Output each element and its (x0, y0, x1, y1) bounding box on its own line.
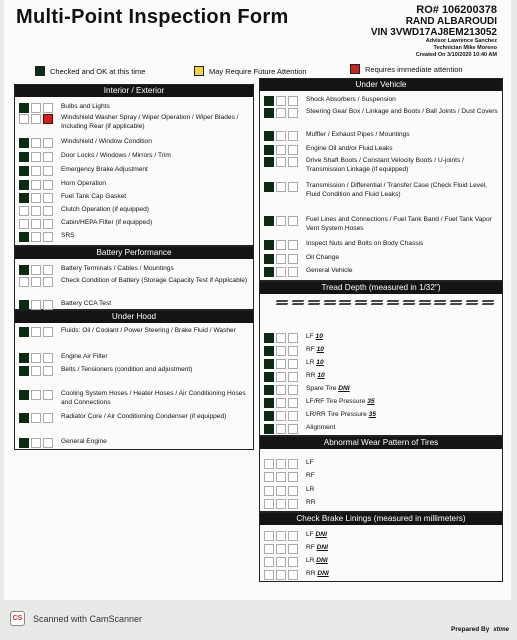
immediate-checkbox[interactable] (288, 472, 298, 482)
check-row (260, 239, 502, 250)
ok-checkbox[interactable] (264, 254, 274, 264)
immediate-checkbox[interactable] (288, 131, 298, 141)
ok-checkbox[interactable] (19, 353, 29, 363)
repair-order-number: RO# 106200378 (416, 4, 497, 16)
legend-future (194, 66, 307, 76)
ok-checkbox[interactable] (264, 216, 274, 226)
future-checkbox[interactable] (31, 232, 41, 242)
immediate-checkbox[interactable] (43, 232, 53, 242)
future-checkbox[interactable] (276, 254, 286, 264)
prepared-by (451, 626, 509, 633)
tread-value: 10 (316, 359, 324, 366)
ok-checkbox[interactable] (264, 131, 274, 141)
check-row (260, 156, 502, 174)
ok-checkbox[interactable] (264, 333, 274, 343)
ok-checkbox[interactable] (19, 300, 29, 310)
check-row (260, 556, 502, 567)
immediate-checkbox[interactable] (288, 372, 298, 382)
future-checkbox[interactable] (276, 499, 286, 509)
item-label: Engine Air Filter (61, 353, 108, 360)
immediate-checkbox[interactable] (288, 240, 298, 250)
item-label: Horn Operation (61, 180, 107, 187)
ok-checkbox[interactable] (19, 232, 29, 242)
pressure-value: 35 (367, 398, 375, 405)
check-row (260, 569, 502, 580)
wheel-position: LR (306, 557, 315, 564)
item-label: Radiator Core / Air Conditioning Condenser (if equipped) (61, 413, 227, 420)
future-checkbox[interactable] (276, 398, 286, 408)
item-label: Muffler / Exhaust Pipes / Mountings (306, 131, 410, 138)
check-row (15, 113, 253, 131)
section-title: Under Hood (15, 311, 253, 323)
future-checkbox[interactable] (31, 390, 41, 400)
ok-checkbox[interactable] (264, 96, 274, 106)
immediate-checkbox[interactable] (43, 166, 53, 176)
future-checkbox[interactable] (31, 300, 41, 310)
future-checkbox[interactable] (31, 327, 41, 337)
check-row (15, 151, 253, 162)
section-title: Under Vehicle (260, 79, 502, 91)
item-label: Fuel Lines and Connections / Fuel Tank Band / Fuel Tank Vapor Vent System Hoses (306, 216, 492, 232)
tire-position: RF (306, 472, 315, 479)
ok-checkbox[interactable] (264, 472, 274, 482)
ok-checkbox[interactable] (19, 180, 29, 190)
ok-checkbox[interactable] (264, 108, 274, 118)
ok-checkbox[interactable] (19, 390, 29, 400)
tire-tread-icon (276, 297, 494, 307)
immediate-checkbox[interactable] (288, 333, 298, 343)
check-row (260, 371, 502, 382)
check-row (260, 397, 502, 408)
legend-future-label: May Require Future Attention (209, 66, 307, 76)
ok-checkbox[interactable] (19, 265, 29, 275)
future-checkbox[interactable] (276, 131, 286, 141)
future-checkbox[interactable] (31, 166, 41, 176)
check-row (15, 264, 253, 275)
immediate-checkbox[interactable] (43, 413, 53, 423)
immediate-checkbox[interactable] (288, 359, 298, 369)
ok-checkbox[interactable] (264, 346, 274, 356)
ok-checkbox[interactable] (264, 570, 274, 580)
brake-value: DNI (316, 544, 328, 551)
item-label: Cooling System Hoses / Heater Hoses / Air Conditioning Hoses and Connections (61, 390, 246, 406)
technician-name: Technician Mike Moreno (433, 45, 497, 51)
tread-row-label (306, 358, 502, 367)
immediate-checkbox[interactable] (43, 114, 53, 124)
future-checkbox[interactable] (276, 240, 286, 250)
tire-position: LR (306, 486, 315, 493)
check-row (260, 471, 502, 482)
future-checkbox[interactable] (31, 353, 41, 363)
ok-checkbox[interactable] (264, 459, 274, 469)
form-title: Multi-Point Inspection Form (16, 6, 289, 28)
immediate-checkbox[interactable] (43, 152, 53, 162)
immediate-checkbox[interactable] (43, 277, 53, 287)
immediate-checkbox[interactable] (288, 557, 298, 567)
tread-row-label (306, 345, 502, 354)
wheel-position: LF (306, 531, 314, 538)
ok-checkbox[interactable] (264, 267, 274, 277)
check-row (15, 102, 253, 113)
future-checkbox[interactable] (276, 486, 286, 496)
check-row (260, 423, 502, 434)
tread-value: 10 (317, 372, 325, 379)
check-row (260, 358, 502, 369)
ok-checkbox[interactable] (264, 240, 274, 250)
immediate-checkbox[interactable] (288, 182, 298, 192)
brake-row-label (306, 569, 502, 578)
ok-checkbox[interactable] (264, 557, 274, 567)
scanner-text: Scanned with CamScanner (33, 613, 143, 624)
check-row (15, 437, 253, 448)
future-checkbox[interactable] (276, 157, 286, 167)
camscanner-logo-icon: CS (10, 611, 25, 626)
wheel-position: RF (306, 544, 315, 551)
check-row (15, 231, 253, 242)
pressure-label: LR/RR Tire Pressure (306, 411, 367, 418)
future-checkbox[interactable] (31, 152, 41, 162)
legend-immediate (350, 64, 463, 74)
ok-checkbox[interactable] (19, 166, 29, 176)
immediate-checkbox[interactable] (288, 398, 298, 408)
future-checkbox[interactable] (31, 180, 41, 190)
item-label: Cabin/HEPA Filter (if equipped) (61, 219, 153, 226)
ok-checkbox[interactable] (19, 206, 29, 216)
ok-checkbox[interactable] (19, 366, 29, 376)
ok-checkbox[interactable] (19, 114, 29, 124)
under-vehicle-section (259, 78, 503, 281)
tread-value: 10 (316, 346, 324, 353)
check-row (260, 384, 502, 395)
future-checkbox[interactable] (276, 472, 286, 482)
future-swatch-icon (194, 66, 204, 76)
item-label: Door Locks / Windows / Mirrors / Trim (61, 152, 171, 159)
immediate-checkbox[interactable] (288, 216, 298, 226)
ok-checkbox[interactable] (19, 138, 29, 148)
future-checkbox[interactable] (276, 411, 286, 421)
immediate-checkbox[interactable] (43, 300, 53, 310)
immediate-checkbox[interactable] (43, 438, 53, 448)
immediate-checkbox[interactable] (43, 353, 53, 363)
ok-checkbox[interactable] (264, 499, 274, 509)
interior-section (14, 84, 254, 246)
ok-checkbox[interactable] (19, 277, 29, 287)
future-checkbox[interactable] (31, 277, 41, 287)
check-row (260, 345, 502, 356)
immediate-checkbox[interactable] (43, 180, 53, 190)
check-row (260, 410, 502, 421)
check-row (260, 498, 502, 509)
future-checkbox[interactable] (276, 459, 286, 469)
legend-immediate-label: Requires immediate attention (365, 64, 463, 74)
brake-value: DNI (316, 557, 328, 564)
ok-checkbox[interactable] (19, 103, 29, 113)
item-label: Inspect Nuts and Bolts on Body Chassis (306, 240, 424, 247)
check-row (15, 205, 253, 216)
immediate-checkbox[interactable] (288, 486, 298, 496)
scanner-watermark (10, 611, 142, 626)
immediate-checkbox[interactable] (43, 265, 53, 275)
future-checkbox[interactable] (31, 438, 41, 448)
inspection-form (4, 0, 511, 600)
item-label: SRS (61, 232, 75, 239)
future-checkbox[interactable] (31, 103, 41, 113)
future-checkbox[interactable] (276, 108, 286, 118)
alignment-label: Alignment (306, 424, 336, 431)
check-row (260, 530, 502, 541)
tire-position: RR (306, 372, 316, 379)
immediate-checkbox[interactable] (288, 544, 298, 554)
check-row (260, 107, 502, 118)
future-checkbox[interactable] (276, 372, 286, 382)
check-row (15, 352, 253, 363)
immediate-checkbox[interactable] (43, 327, 53, 337)
check-row (260, 458, 502, 469)
check-row (260, 215, 502, 233)
ok-checkbox[interactable] (264, 157, 274, 167)
check-row (260, 181, 502, 199)
ok-checkbox[interactable] (264, 424, 274, 434)
future-checkbox[interactable] (31, 265, 41, 275)
check-row (260, 253, 502, 264)
advisor-name: Advisor Lawrence Sanchez (425, 38, 497, 44)
future-checkbox[interactable] (276, 570, 286, 580)
brake-row-label (306, 530, 502, 539)
future-checkbox[interactable] (31, 114, 41, 124)
tread-row-label (306, 410, 502, 419)
item-label: Fuel Tank Cap Gasket (61, 193, 127, 200)
ok-checkbox[interactable] (264, 398, 274, 408)
section-title: Interior / Exterior (15, 85, 253, 97)
ok-checkbox[interactable] (264, 385, 274, 395)
item-label: General Engine (61, 438, 107, 445)
future-checkbox[interactable] (276, 531, 286, 541)
future-checkbox[interactable] (31, 138, 41, 148)
item-label: Battery Terminals / Cables / Mountings (61, 265, 174, 272)
future-checkbox[interactable] (31, 193, 41, 203)
immediate-checkbox[interactable] (43, 138, 53, 148)
brake-value: DNI (317, 570, 329, 577)
item-label: Fluids: Oil / Coolant / Power Steering / Brake Fluid / Washer (61, 327, 236, 334)
future-checkbox[interactable] (31, 366, 41, 376)
tire-position: Spare Tire (306, 385, 337, 392)
check-row (15, 192, 253, 203)
item-label: Clutch Operation (if equipped) (61, 206, 149, 213)
immediate-checkbox[interactable] (288, 254, 298, 264)
tread-row-label (306, 371, 502, 380)
ok-checkbox[interactable] (264, 544, 274, 554)
future-checkbox[interactable] (31, 413, 41, 423)
immediate-checkbox[interactable] (288, 570, 298, 580)
immediate-checkbox[interactable] (288, 157, 298, 167)
tire-position: LF (306, 459, 314, 466)
tire-position: LR (306, 359, 315, 366)
ok-checkbox[interactable] (19, 219, 29, 229)
check-row (15, 165, 253, 176)
section-title: Battery Performance (15, 247, 253, 259)
immediate-checkbox[interactable] (288, 385, 298, 395)
item-label: Bulbs and Lights (61, 103, 110, 110)
future-checkbox[interactable] (31, 206, 41, 216)
ok-checkbox[interactable] (264, 372, 274, 382)
status-legend (4, 66, 511, 78)
battery-section (14, 246, 254, 310)
item-label: Engine Oil and/or Fluid Leaks (306, 145, 393, 152)
immediate-checkbox[interactable] (288, 531, 298, 541)
xtime-logo: xtime (493, 626, 509, 633)
ok-checkbox[interactable] (19, 438, 29, 448)
future-checkbox[interactable] (276, 96, 286, 106)
check-row (260, 543, 502, 554)
tread-row-label (306, 397, 502, 406)
ok-checkbox[interactable] (264, 486, 274, 496)
immediate-checkbox[interactable] (288, 346, 298, 356)
item-label: Steering Gear Box / Linkage and Boots / Ball Joints / Dust Covers (306, 108, 498, 115)
future-checkbox[interactable] (276, 544, 286, 554)
item-label: Windshield / Window Condition (61, 138, 152, 145)
pressure-label: LF/RF Tire Pressure (306, 398, 366, 405)
legend-ok (35, 66, 145, 76)
future-checkbox[interactable] (31, 219, 41, 229)
immediate-checkbox[interactable] (288, 145, 298, 155)
immediate-checkbox[interactable] (288, 411, 298, 421)
future-checkbox[interactable] (276, 333, 286, 343)
tire-position: RF (306, 346, 315, 353)
check-row (260, 130, 502, 141)
tread-row-label (306, 332, 502, 341)
ok-checkbox[interactable] (19, 152, 29, 162)
ok-checkbox[interactable] (19, 413, 29, 423)
check-row (15, 137, 253, 148)
immediate-swatch-icon (350, 64, 360, 74)
check-row (260, 332, 502, 343)
customer-name: RAND ALBAROUDI (405, 16, 497, 27)
check-row (15, 389, 253, 407)
immediate-checkbox[interactable] (288, 267, 298, 277)
item-label: Battery CCA Test (61, 300, 112, 307)
item-label: Belts / Tensioners (condition and adjustment) (61, 366, 193, 373)
created-date: Created On 3/10/2020 10:40 AM (415, 52, 497, 58)
future-checkbox[interactable] (276, 145, 286, 155)
item-label: Transmission / Differential / Transfer Case (Check Fluid Level, Fluid Condition and Fluid Leaks) (306, 182, 488, 198)
item-label: Emergency Brake Adjustment (61, 166, 148, 173)
immediate-checkbox[interactable] (288, 499, 298, 509)
immediate-checkbox[interactable] (43, 103, 53, 113)
ok-checkbox[interactable] (264, 411, 274, 421)
section-title: Abnormal Wear Pattern of Tires (260, 437, 502, 449)
ok-checkbox[interactable] (19, 327, 29, 337)
tire-position: RR (306, 499, 316, 506)
tread-value: 10 (315, 333, 323, 340)
prepared-by-label: Prepared By (451, 626, 490, 633)
check-row (260, 144, 502, 155)
item-label: Windshield Washer Spray / Wiper Operation / Wiper Blades / Including Rear (if applicable) (61, 114, 239, 130)
tread-row-label (306, 384, 502, 393)
check-row (15, 218, 253, 229)
brake-linings-section (259, 512, 503, 582)
tire-position: LF (306, 333, 314, 340)
future-checkbox[interactable] (276, 346, 286, 356)
ok-swatch-icon (35, 66, 45, 76)
check-row (260, 95, 502, 106)
future-checkbox[interactable] (276, 182, 286, 192)
check-row (15, 412, 253, 423)
ok-checkbox[interactable] (264, 531, 274, 541)
future-checkbox[interactable] (276, 424, 286, 434)
section-title: Check Brake Linings (measured in millimeters) (260, 513, 502, 525)
legend-ok-label: Checked and OK at this time (50, 66, 146, 76)
immediate-checkbox[interactable] (288, 96, 298, 106)
under-hood-section (14, 310, 254, 450)
tread-value: DNI (338, 385, 350, 392)
brake-row-label (306, 543, 502, 552)
immediate-checkbox[interactable] (288, 108, 298, 118)
immediate-checkbox[interactable] (288, 459, 298, 469)
ok-checkbox[interactable] (264, 182, 274, 192)
check-row (260, 266, 502, 277)
check-row (15, 326, 253, 337)
pressure-value: 35 (368, 411, 377, 418)
wheel-position: RR (306, 570, 316, 577)
item-label: Check Condition of Battery (Storage Capacity Test if Applicable) (61, 277, 248, 284)
future-checkbox[interactable] (276, 557, 286, 567)
ok-checkbox[interactable] (19, 193, 29, 203)
item-label: Shock Absorbers / Suspension (306, 96, 396, 103)
brake-row-label (306, 556, 502, 565)
immediate-checkbox[interactable] (43, 219, 53, 229)
future-checkbox[interactable] (276, 359, 286, 369)
immediate-checkbox[interactable] (43, 366, 53, 376)
brake-value: DNI (315, 531, 327, 538)
section-title: Tread Depth (measured in 1/32") (260, 282, 502, 294)
immediate-checkbox[interactable] (43, 390, 53, 400)
immediate-checkbox[interactable] (43, 193, 53, 203)
immediate-checkbox[interactable] (43, 206, 53, 216)
tread-depth-section (259, 281, 503, 436)
check-row (260, 485, 502, 496)
item-label: Oil Change (306, 254, 339, 261)
abnormal-wear-section (259, 436, 503, 512)
order-info (371, 4, 497, 59)
check-row (15, 276, 253, 287)
check-row (15, 179, 253, 190)
item-label: Drive Shaft Boots / Constant Velocity Boots / U-joints / Transmission Linkage (if equipped) (306, 157, 464, 173)
future-checkbox[interactable] (276, 385, 286, 395)
check-row (15, 365, 253, 376)
immediate-checkbox[interactable] (288, 424, 298, 434)
check-row (15, 299, 253, 310)
ok-checkbox[interactable] (264, 359, 274, 369)
ok-checkbox[interactable] (264, 145, 274, 155)
item-label: General Vehicle (306, 267, 353, 274)
vin-number: VIN 3VWD17AJ8EM213052 (370, 27, 497, 38)
future-checkbox[interactable] (276, 267, 286, 277)
future-checkbox[interactable] (276, 216, 286, 226)
